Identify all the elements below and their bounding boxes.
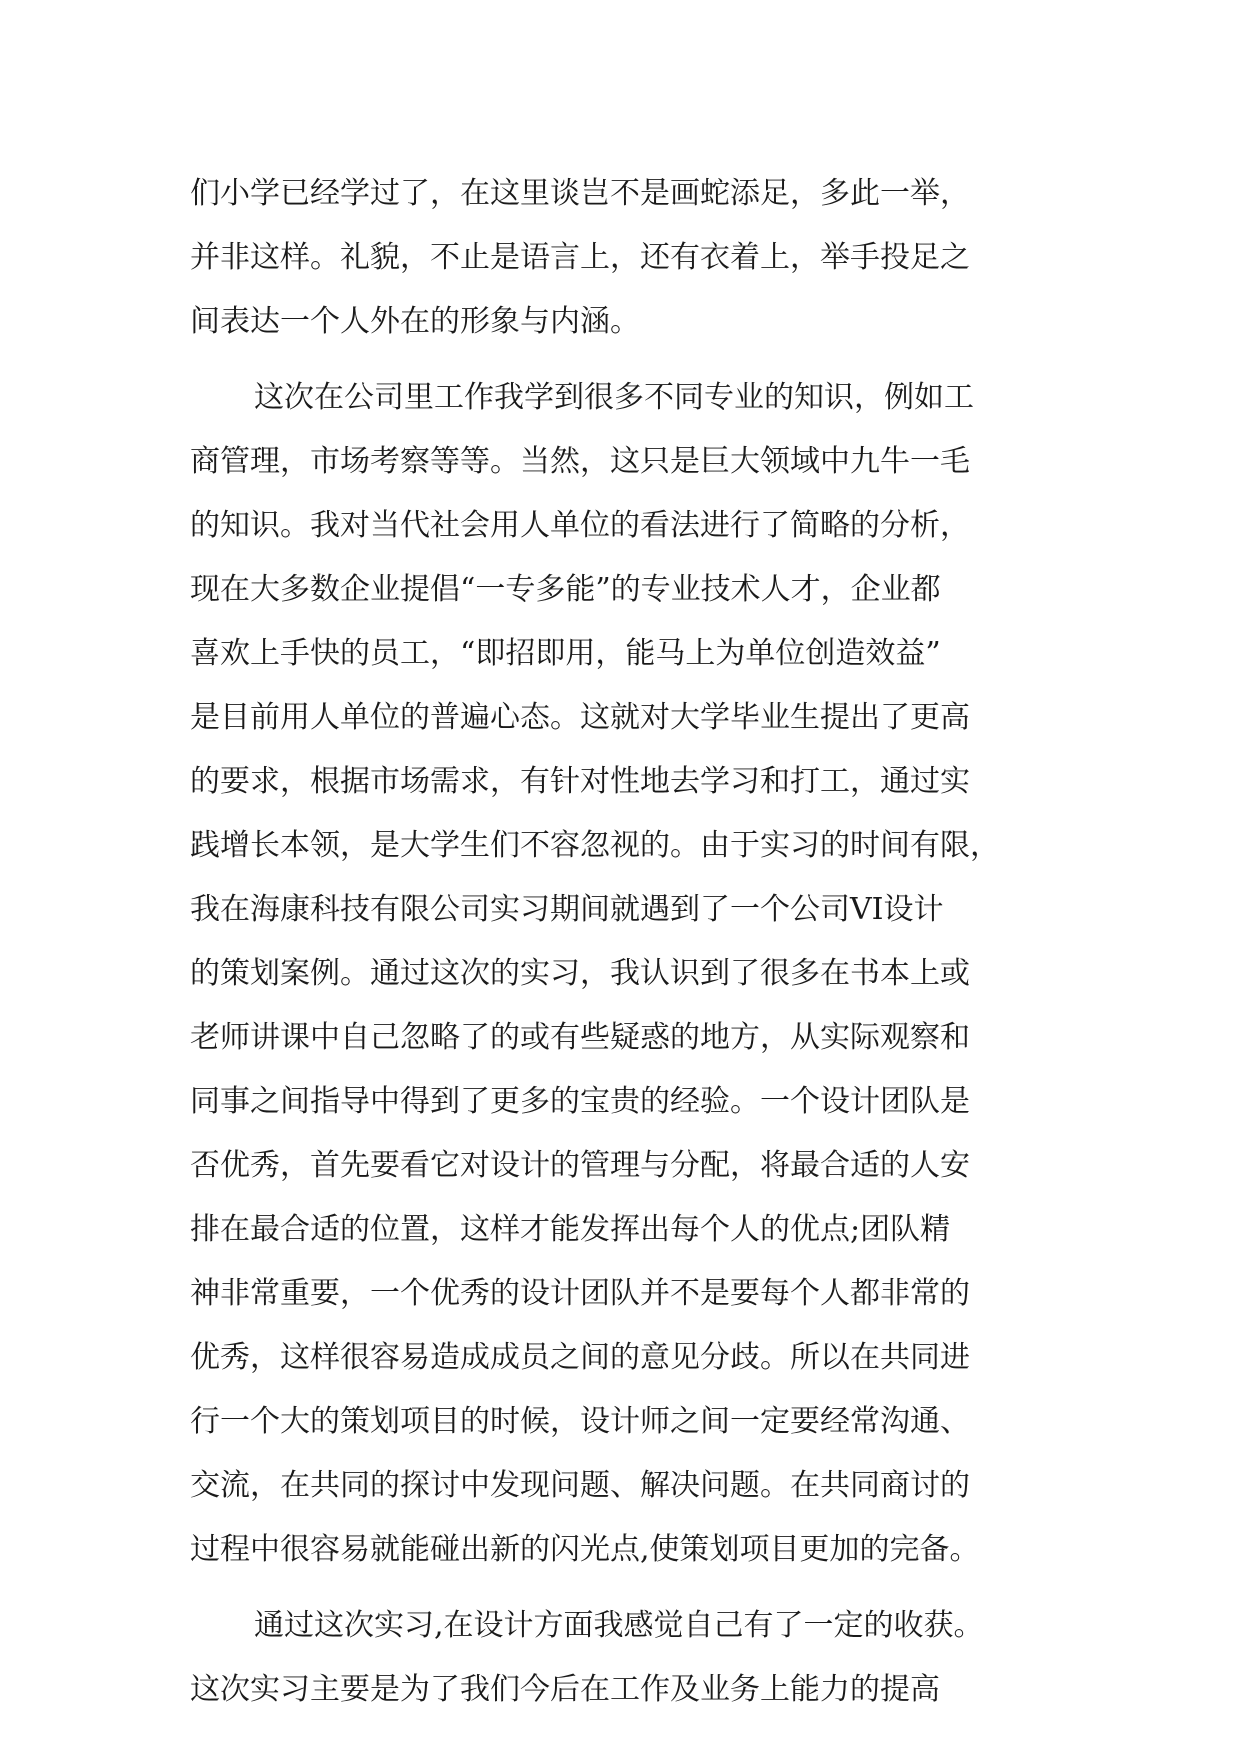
text-line: 商管理，市场考察等等。当然，这只是巨大领域中九牛一毛	[190, 444, 970, 479]
text-line: 喜欢上手快的员工，“即招即用，能马上为单位创造效益”	[190, 636, 941, 671]
text-line: 优秀，这样很容易造成成员之间的意见分歧。所以在共同进	[190, 1340, 970, 1375]
text-line: 的策划案例。通过这次的实习，我认识到了很多在书本上或	[190, 956, 970, 991]
text-line: 否优秀，首先要看它对设计的管理与分配，将最合适的人安	[190, 1148, 970, 1183]
text-line: 践增长本领，是大学生们不容忽视的。由于实习的时间有限，	[190, 828, 1000, 863]
paragraph-3	[190, 1594, 1058, 1722]
text-line: 这次在公司里工作我学到很多不同专业的知识，例如工	[254, 380, 974, 415]
text-line: 的要求，根据市场需求，有针对性地去学习和打工，通过实	[190, 764, 970, 799]
body-text	[190, 162, 1058, 1722]
text-line: 交流，在共同的探讨中发现问题、解决问题。在共同商讨的	[190, 1468, 970, 1503]
paragraph-spacer	[190, 354, 1058, 366]
text-line: 间表达一个人外在的形象与内涵。	[190, 304, 640, 339]
text-line: 这次实习主要是为了我们今后在工作及业务上能力的提高	[190, 1672, 940, 1707]
text-line: 们小学已经学过了，在这里谈岂不是画蛇添足，多此一举，	[190, 176, 970, 211]
text-line: 通过这次实习,在设计方面我感觉自己有了一定的收获。	[254, 1608, 984, 1643]
text-line: 并非这样。礼貌，不止是语言上，还有衣着上，举手投足之	[190, 240, 970, 275]
text-line: 神非常重要，一个优秀的设计团队并不是要每个人都非常的	[190, 1276, 970, 1311]
text-line: 的知识。我对当代社会用人单位的看法进行了简略的分析，	[190, 508, 970, 543]
text-line: 是目前用人单位的普遍心态。这就对大学毕业生提出了更高	[190, 700, 970, 735]
text-line: 行一个大的策划项目的时候，设计师之间一定要经常沟通、	[190, 1404, 970, 1439]
paragraph-spacer	[190, 1582, 1058, 1594]
paragraph-1	[190, 162, 1058, 354]
text-line: 过程中很容易就能碰出新的闪光点,使策划项目更加的完备。	[190, 1532, 980, 1567]
text-line: 同事之间指导中得到了更多的宝贵的经验。一个设计团队是	[190, 1084, 970, 1119]
text-line: 我在海康科技有限公司实习期间就遇到了一个公司VI设计	[190, 892, 944, 927]
text-line: 现在大多数企业提倡“一专多能”的专业技术人才，企业都	[190, 572, 941, 607]
text-line: 老师讲课中自己忽略了的或有些疑惑的地方，从实际观察和	[190, 1020, 970, 1055]
paragraph-2	[190, 366, 1058, 1582]
text-line: 排在最合适的位置，这样才能发挥出每个人的优点;团队精	[190, 1212, 951, 1247]
